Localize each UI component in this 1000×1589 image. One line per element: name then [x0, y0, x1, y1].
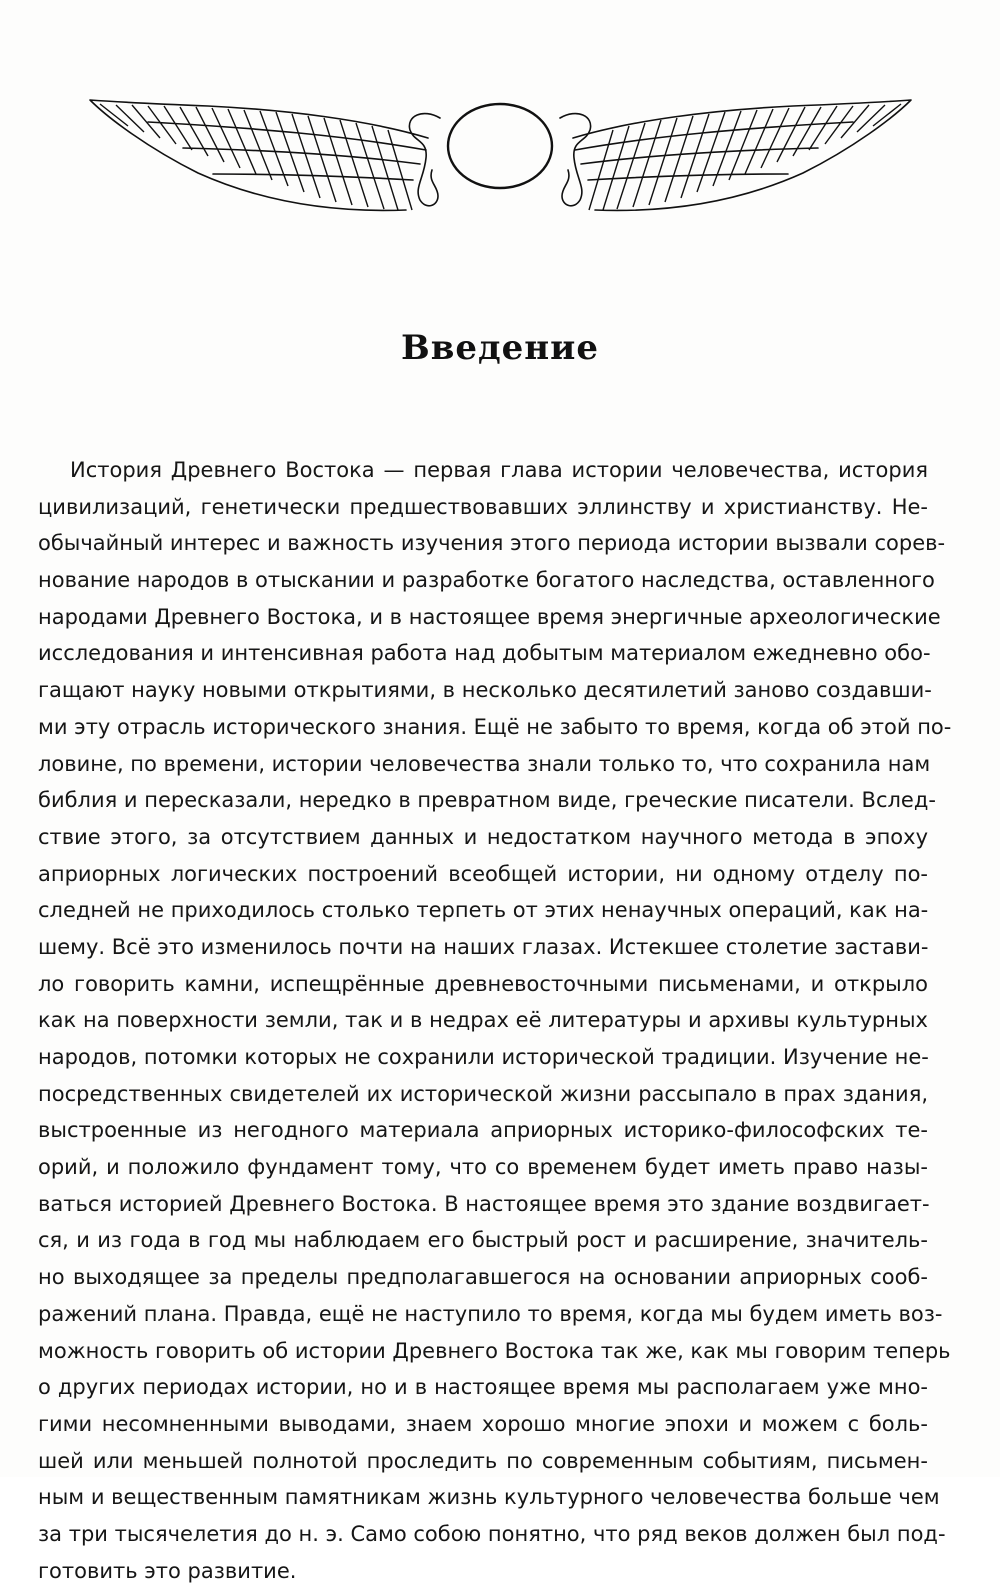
text-line: но выходящее за пределы предполагавшегося на основании априорных сооб- — [38, 1265, 928, 1290]
text-line: ным и вещественным памятникам жизнь культурного человечества больше чем — [38, 1485, 940, 1510]
text-line: ваться историей Древнего Востока. В настоящее время это здание воздвигает- — [38, 1191, 930, 1216]
text-line: цивилизаций, генетически предшествовавших эллинству и христианству. Не- — [38, 494, 928, 519]
text-line: ся, и из года в год мы наблюдаем его быстрый рост и расширение, значитель- — [38, 1228, 928, 1253]
text-line: народами Древнего Востока, и в настоящее время энергичные археологические — [38, 604, 941, 629]
text-line: можность говорить об истории Древнего Востока так же, как мы говорим теперь — [38, 1338, 951, 1363]
text-line: народов, потомки которых не сохранили исторической традиции. Изучение не- — [38, 1045, 929, 1069]
text-line: за три тысячелетия до н. э. Само собою понятно, что ряд веков должен был под- — [38, 1521, 946, 1546]
text-line: как на поверхности земли, так и в недрах её литературы и архивы культурных — [38, 1008, 928, 1033]
body-paragraph — [38, 452, 952, 1589]
chapter-title: Введение — [400, 328, 600, 368]
text-line: библия и пересказали, нередко в превратном виде, греческие писатели. Вслед- — [38, 788, 936, 813]
text-line: посредственных свидетелей их исторической жизни рассыпало в прах здания, — [38, 1081, 928, 1106]
text-line: исследования и интенсивная работа над добытым материалом ежедневно обо- — [38, 641, 931, 666]
text-line: готовить это развитие. — [38, 1558, 297, 1583]
text-line: История Древнего Востока — первая глава истории человечества, история — [70, 458, 928, 482]
text-line: ражений плана. Правда, ещё не наступило то время, когда мы будем иметь воз- — [38, 1301, 943, 1326]
text-line: следней не приходилось столько терпеть от этих ненаучных операций, как на- — [38, 898, 929, 923]
text-line: орий, и положило фундамент тому, что со временем будет иметь право назы- — [38, 1155, 928, 1180]
text-line: гими несомненными выводами, знаем хорошо многие эпохи и можем с боль- — [38, 1411, 928, 1436]
text-line: ло говорить камни, испещрённые древневосточными письменами, и открыло — [38, 971, 928, 996]
text-line: обычайный интерес и важность изучения этого периода истории вызвали сорев- — [38, 531, 946, 556]
text-line: априорных логических построений всеобщей истории, ни одному отделу по- — [38, 861, 928, 886]
text-line: о других периодах истории, но и в настоящее время мы располагаем уже мно- — [38, 1375, 928, 1400]
text-line: шей или меньшей полнотой проследить по современным событиям, письмен- — [38, 1448, 928, 1473]
text-line: выстроенные из негодного материала априорных историко-философских те- — [38, 1118, 928, 1143]
text-line: ми эту отрасль исторического знания. Ещё не забыто то время, когда об этой по- — [38, 714, 952, 739]
text-line: нование народов в отыскании и разработке богатого наследства, оставленного — [38, 568, 935, 593]
text-line: ствие этого, за отсутствием данных и недостатком научного метода в эпоху — [38, 824, 928, 849]
winged-sun-disk-icon — [88, 78, 913, 223]
text-line: шему. Всё это изменилось почти на наших глазах. Истекшее столетие застави- — [38, 934, 929, 959]
text-line: гащают науку новыми открытиями, в несколько десятилетий заново создавши- — [38, 678, 932, 703]
text-line: ловине, по времени, истории человечества знали только то, что сохранила нам — [38, 751, 931, 776]
